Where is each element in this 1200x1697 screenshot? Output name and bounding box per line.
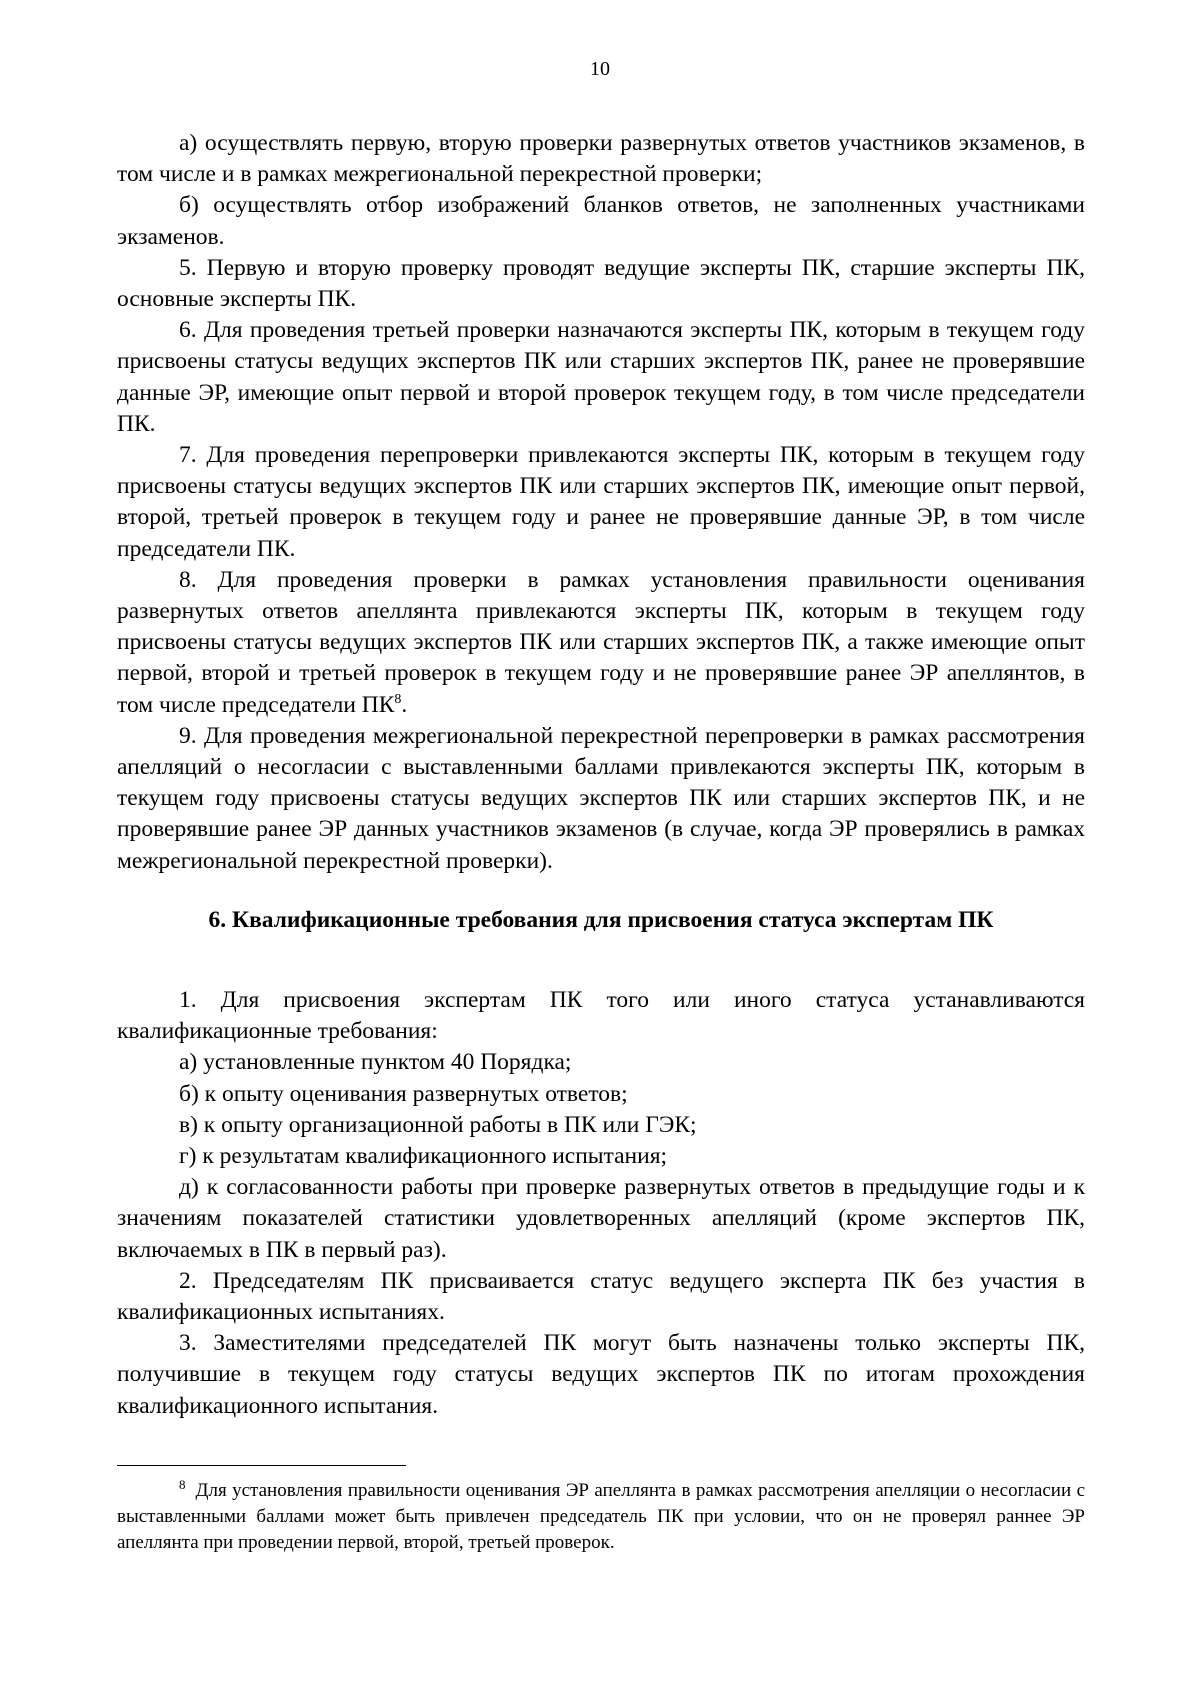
- requirement-g: г) к результатам квалификационного испытания;: [179, 1143, 668, 1170]
- requirement-3: 3. Заместителями председателей ПК могут быть назначены только эксперты ПК, получившие в текущем году статусы ведущих экспертов ПК по итогам прохождения квалификационного испытания.: [117, 1330, 1085, 1419]
- requirement-2: 2. Председателям ПК присваивается статус ведущего эксперта ПК без участия в квалификационных испытаниях.: [117, 1267, 1085, 1326]
- page-number: 10: [590, 58, 610, 80]
- requirement-b: б) к опыту оценивания развернутых ответов;: [179, 1080, 628, 1107]
- paragraph-8: [117, 565, 1085, 721]
- paragraph-b: б) осуществлять отбор изображений бланков ответов, не заполненных участниками экзаменов.: [117, 192, 1085, 250]
- requirement-d: д) к согласованности работы при проверке развернутых ответов в предыдущие годы и к значениям показателей статистики удовлетворенных апелляций (кроме экспертов ПК, включаемых в ПК в первый раз).: [117, 1174, 1085, 1263]
- footnote-mark: 8: [179, 1476, 186, 1492]
- list-block-a: [117, 128, 1085, 877]
- footnote-divider: [117, 1465, 406, 1466]
- list-block-b: [117, 985, 1085, 1422]
- paragraph-5: 5. Первую и вторую проверку проводят ведущие эксперты ПК, старшие эксперты ПК, основные эксперты ПК.: [117, 254, 1085, 313]
- paragraph-8-tail: .: [401, 691, 408, 718]
- paragraph-7: 7. Для проведения перепроверки привлекаются эксперты ПК, которым в текущем году присвоены статусы ведущих экспертов ПК или старших экспертов ПК, имеющие опыт первой, второй, третьей проверок в текущем году и ранее не проверявшие данные ЭР, в том числе председатели ПК.: [117, 442, 1085, 562]
- footnote-text: Для установления правильности оценивания ЭР апеллянта в рамках рассмотрения апелляции о несогласии с выставленными баллами может быть привлечен председатель ПК при условии, что он не проверял раннее ЭР апеллянта при проведении первой, второй, третьей проверок.: [117, 1480, 1085, 1553]
- paragraph-8-text: 8. Для проведения проверки в рамках установления правильности оценивания развернутых ответов апеллянта привлекаются эксперты ПК, которым в текущем году присвоены статусы ведущих экспертов ПК или старших экспертов ПК, а также имеющие опыт первой, второй и третьей проверок в текущем году и не проверявшие ранее ЭР апеллянтов, в том числе председатели ПК: [117, 566, 1085, 718]
- section-heading: 6. Квалификационные требования для присвоения статуса экспертам ПК: [208, 907, 994, 933]
- paragraph-a: а) осуществлять первую, вторую проверки развернутых ответов участников экзаменов, в том числе и в рамках межрегиональной перекрестной проверки;: [117, 130, 1085, 188]
- paragraph-9: 9. Для проведения межрегиональной перекрестной перепроверки в рамках рассмотрения апелляций о несогласии с выставленными баллами привлекаются эксперты ПК, которым в текущем году присвоены статусы ведущих экспертов ПК или старших экспертов ПК, и не проверявшие ранее ЭР данных участников экзаменов (в случае, когда ЭР проверялись в рамках межрегиональной перекрестной проверки).: [117, 722, 1085, 874]
- footnote: [117, 1478, 1085, 1556]
- footnote-reference: 8: [394, 691, 402, 707]
- requirement-v: в) к опыту организационной работы в ПК или ГЭК;: [179, 1111, 697, 1138]
- requirement-1: 1. Для присвоения экспертам ПК того или иного статуса устанавливаются квалификационные требования:: [117, 987, 1085, 1045]
- requirement-a: а) установленные пунктом 40 Порядка;: [179, 1049, 572, 1076]
- paragraph-6: 6. Для проведения третьей проверки назначаются эксперты ПК, которым в текущем году присвоены статусы ведущих экспертов ПК или старших экспертов ПК, ранее не проверявшие данные ЭР, имеющие опыт первой и второй проверок текущем году, в том числе председатели ПК.: [117, 317, 1085, 437]
